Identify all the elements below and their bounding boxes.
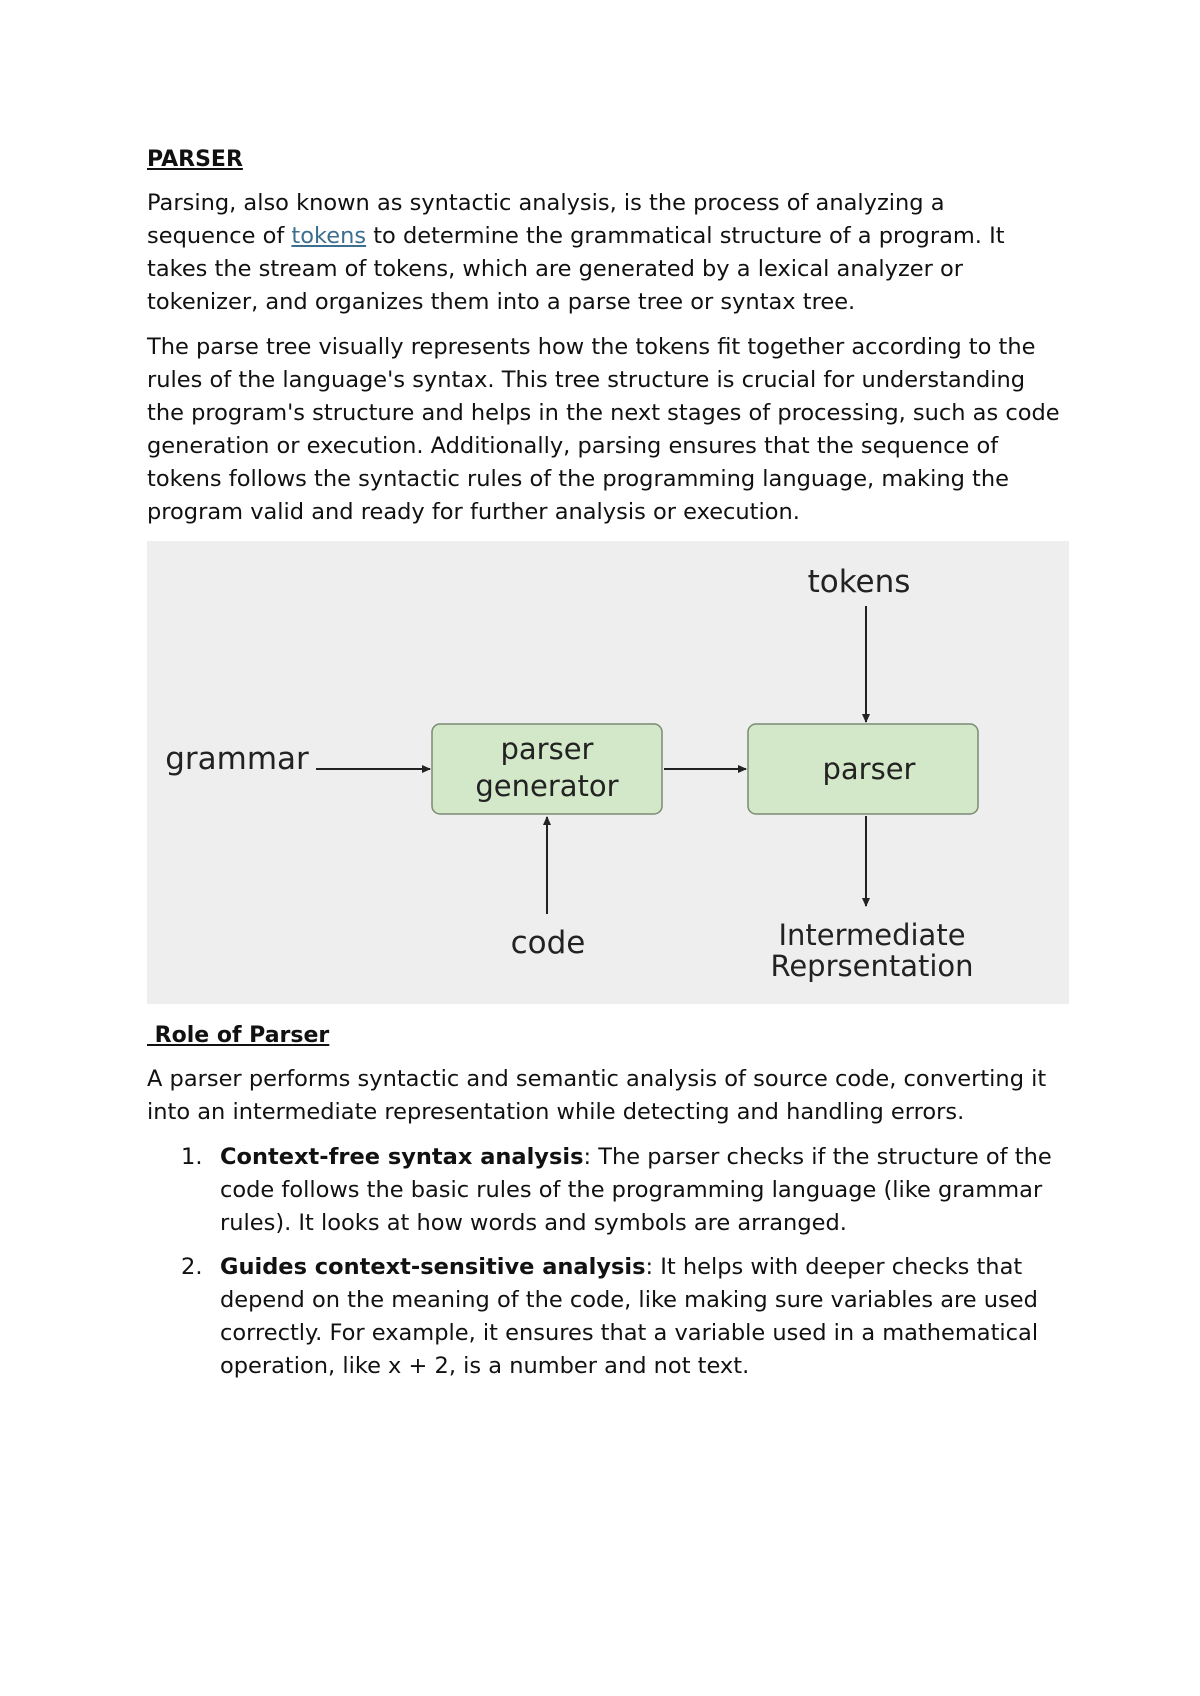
role-list <box>147 1141 1069 1383</box>
parser-generator-label-line-1: parser <box>500 732 594 766</box>
parse-tree-paragraph <box>147 331 1069 529</box>
tokens-label: tokens <box>807 564 911 600</box>
intro-line-2-pre: sequence of <box>147 223 292 249</box>
parser-generator-label-line-2: generator <box>475 769 619 803</box>
list-item-number: 2. <box>181 1254 203 1280</box>
list-item-title: Guides context-sensitive analysis <box>220 1254 646 1280</box>
list-item-text: : The parser checks if the structure of the code follows the basic rules of the programming language (like grammar rules). It looks at how words and symbols are arranged. <box>220 1144 1052 1236</box>
list-item-number: 1. <box>181 1144 203 1170</box>
intro-line-1: Parsing, also known as syntactic analysis, is the process of analyzing a <box>147 190 945 216</box>
ir-label-line-2: Reprsentation <box>770 949 974 983</box>
ir-label-line-1: Intermediate <box>778 918 966 952</box>
list-item-title: Context-free syntax analysis <box>220 1144 584 1170</box>
parser-diagram <box>147 541 1069 1004</box>
role-description: A parser performs syntactic and semantic analysis of source code, converting it into an intermediate representation while detecting and handling errors. <box>147 1066 1047 1125</box>
page-title: PARSER <box>147 147 243 172</box>
document-page <box>147 140 1069 1394</box>
role-of-parser-heading: Role of Parser <box>147 1023 330 1048</box>
list-item <box>147 1141 1069 1240</box>
intro-rest: It takes the stream of tokens, which are generated by a lexical analyzer or tokenizer, and organizes them into a parse tree or syntax tree. <box>147 223 1005 315</box>
list-item <box>147 1251 1069 1383</box>
intro-line-2-post: to determine the grammatical structure of a program. <box>366 223 982 249</box>
role-description-paragraph <box>147 1063 1069 1129</box>
list-item-text: : It helps with deeper checks that depend on the meaning of the code, like making sure variables are used correctly. For example, it ensures that a variable used in a mathematical operation, like x + 2, is a number and not text. <box>220 1254 1039 1379</box>
code-label: code <box>510 925 586 961</box>
parse-tree-text: The parse tree visually represents how the tokens fit together according to the rules of the language's syntax. This tree structure is crucial for understanding the program's structure and helps in the next stages of processing, such as code generation or execution. Additionally, parsing ensures that the sequence of tokens follows the syntactic rules of the programming language, making the program valid and ready for further analysis or execution. <box>147 334 1060 525</box>
grammar-label: grammar <box>165 741 309 777</box>
tokens-link[interactable]: tokens <box>291 223 367 249</box>
intro-paragraph <box>147 187 1069 319</box>
parser-box-label: parser <box>822 752 916 786</box>
parser-diagram-svg <box>147 541 1069 1004</box>
